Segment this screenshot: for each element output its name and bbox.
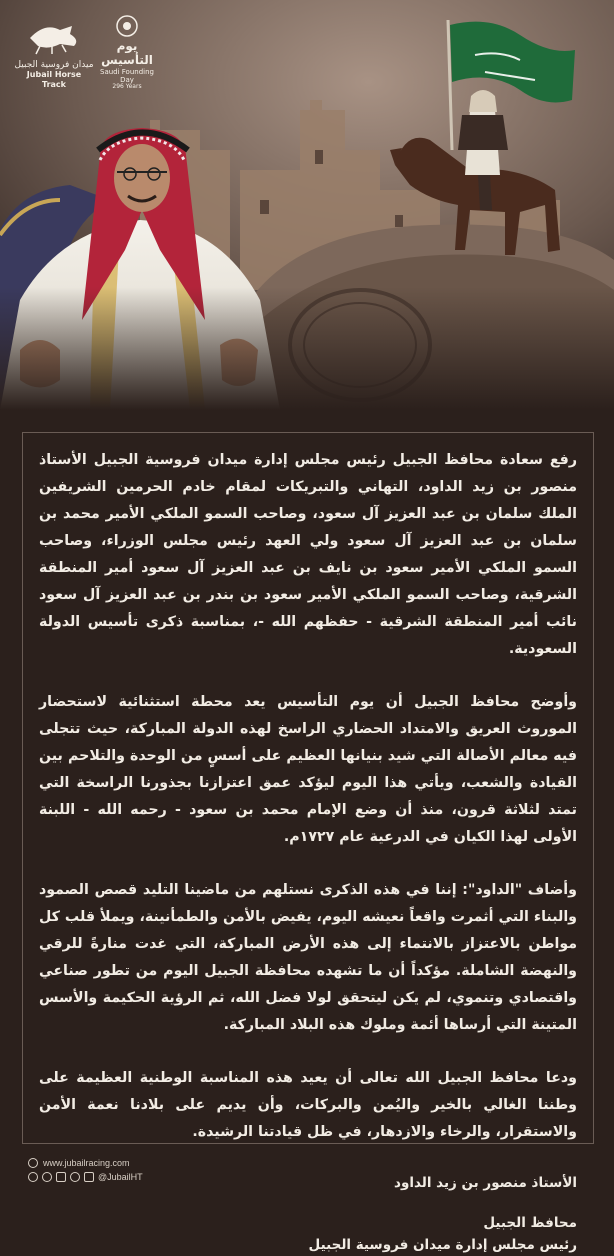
footer-social[interactable] (28, 1172, 143, 1182)
globe-icon (28, 1158, 38, 1168)
paragraph: رفع سعادة محافظ الجبيل رئيس مجلس إدارة ميدان فروسية الجبيل الأستاذ منصور بن زيد الداود، التهاني والتبريكات لمقام خادم الحرمين الشريفين الملك سلمان بن عبد العزيز آل سعود، وصاحب السمو الملكي الأمير محمد بن سلمان بن عبد العزيز آل سعود ولي العهد رئيس مجلس الوزراء، وصاحب السمو الملكي الأمير سعود بن نايف بن عبد العزيز آل سعود أمير المنطقة الشرقية، وصاحب السمو الملكي الأمير سعود بن بندر بن عبد العزيز آل سعود نائب أمير المنطقة الشرقية - حفظهم الله -، بمناسبة ذكرى تأسيس الدولة السعودية. (39, 452, 577, 657)
jubail-horse-track-logo (14, 28, 94, 89)
signature-subtitle: رئيس مجلس إدارة ميدان فروسية الجبيل (308, 1237, 577, 1253)
x-icon[interactable] (42, 1172, 52, 1182)
facebook-icon[interactable] (28, 1172, 38, 1182)
logo-english-name: Jubail Horse Track (26, 70, 82, 89)
founding-day-english: Saudi Founding Day (100, 67, 154, 84)
statement-text (39, 447, 577, 1256)
social-handle[interactable]: @JubailHT (98, 1172, 143, 1182)
youtube-icon[interactable] (70, 1172, 80, 1182)
founding-day-arabic: يوم التأسيس (101, 39, 153, 67)
footer-website[interactable] (28, 1158, 130, 1168)
founding-day-logo (92, 16, 162, 91)
website-url[interactable]: www.jubailracing.com (43, 1158, 130, 1168)
hero-image (0, 0, 614, 410)
instagram-icon[interactable] (56, 1172, 66, 1182)
paragraph: وأوضح محافظ الجبيل أن يوم التأسيس يعد محطة استثنائية لاستحضار الموروث العريق والامتداد الحضاري الراسخ لهذه الدولة المباركة، حيث تتجلى فيه معالم الأصالة التي شيد بنيانها العظيم على أسسٍ من الوحدة والتلاحم بين القيادة والشعب، ويأتي هذا اليوم ليؤكد عمق اعتزازنا بجذورنا الراسخة التي تمتد لثلاثة قرون، منذ أن وضع الإمام محمد بن سعود - رحمه الله - اللبنة الأولى لهذا الكيان في الدرعية عام ١٧٢٧م. (39, 694, 577, 845)
paragraph: ودعا محافظ الجبيل الله تعالى أن يعيد هذه المناسبة الوطنية العظيمة على وطننا الغالي بالخير واليُمن والبركات، وأن يديم على بلادنا نعمة الأمن والاستقرار، والرخاء والازدهار، في ظل قيادتنا الرشيدة. (39, 1070, 577, 1140)
logo-arabic-name: ميدان فروسية الجبيل (14, 60, 94, 70)
signature-title: محافظ الجبيل (483, 1215, 577, 1231)
signature-name: الأستاذ منصور بن زيد الداود (394, 1175, 577, 1191)
paragraph: وأضاف "الداود": إننا في هذه الذكرى نستلهم من ماضينا التليد قصص الصمود والبناء التي أثمرت واقعاً نعيشه اليوم، يفيض بالأمن والطمأنينة، ويملأ قلب كل مواطن بالاعتزاز بالانتماء إلى هذه الأرض المباركة، التي غدت منارةً للرقي والنهضة الشاملة. مؤكداً أن ما تشهده محافظة الجبيل اليوم من تطور صناعي واقتصادي وتنموي، لم يكن ليتحقق لولا فضل الله، ثم الرؤية الحكيمة والأسس المتينة التي أرساها أئمة وملوك هذه البلاد المباركة. (39, 882, 577, 1033)
snapchat-icon[interactable] (84, 1172, 94, 1182)
founding-day-years: 296 Years (112, 82, 142, 90)
